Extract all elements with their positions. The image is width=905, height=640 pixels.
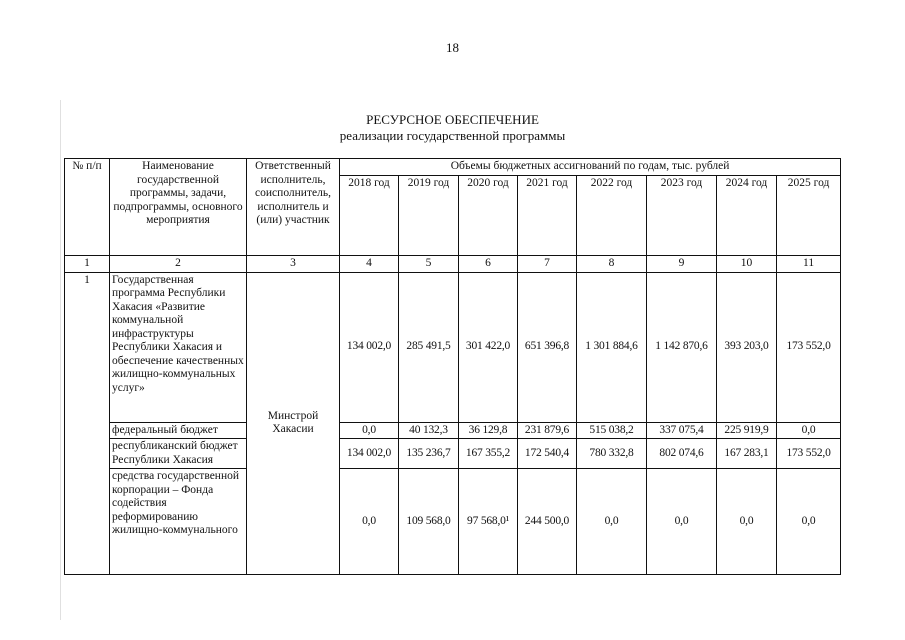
value-cell: 1 301 884,6 xyxy=(577,272,647,422)
value-cell: 0,0 xyxy=(577,469,647,575)
header-year: 2024 год xyxy=(717,176,777,256)
program-number: 1 xyxy=(65,272,110,575)
table-row xyxy=(65,272,841,422)
value-cell: 301 422,0 xyxy=(459,272,518,422)
value-cell: 0,0 xyxy=(340,422,399,439)
value-cell: 167 355,2 xyxy=(459,439,518,469)
column-number: 8 xyxy=(577,256,647,273)
column-number: 3 xyxy=(247,256,340,273)
value-cell: 97 568,0¹ xyxy=(459,469,518,575)
header-year: 2020 год xyxy=(459,176,518,256)
value-cell: 780 332,8 xyxy=(577,439,647,469)
header-name: Наименование государственной программы, задачи, подпрограммы, основного мероприятия xyxy=(110,159,247,256)
row-label: средства государственной корпорации – Фонда содействия реформированию жилищно-коммунального xyxy=(110,469,247,575)
row-label: Государственная программа Республики Хакасия «Развитие коммунальной инфраструктуры Республики Хакасия и обеспечение качественных жилищно-коммунальных услуг» xyxy=(110,272,247,422)
value-cell: 134 002,0 xyxy=(340,439,399,469)
value-cell: 0,0 xyxy=(777,422,841,439)
title-line-2: реализации государственной программы xyxy=(339,128,566,143)
value-cell: 134 002,0 xyxy=(340,272,399,422)
value-cell: 802 074,6 xyxy=(647,439,717,469)
title-line-1: РЕСУРСНОЕ ОБЕСПЕЧЕНИЕ xyxy=(366,112,539,127)
value-cell: 173 552,0 xyxy=(777,272,841,422)
value-cell: 167 283,1 xyxy=(717,439,777,469)
column-number: 5 xyxy=(399,256,459,273)
header-num: № п/п xyxy=(65,159,110,256)
value-cell: 231 879,6 xyxy=(518,422,577,439)
header-budget-group: Объемы бюджетных ассигнований по годам, тыс. рублей xyxy=(340,159,841,176)
header-year: 2019 год xyxy=(399,176,459,256)
column-number: 4 xyxy=(340,256,399,273)
value-cell: 285 491,5 xyxy=(399,272,459,422)
column-number: 1 xyxy=(65,256,110,273)
table-row xyxy=(65,439,841,469)
row-label: федеральный бюджет xyxy=(110,422,247,439)
column-numbers-row xyxy=(65,256,841,273)
header-executor: Ответственный исполнитель, соисполнитель, исполнитель и (или) участник xyxy=(247,159,340,256)
header-row xyxy=(65,159,841,176)
value-cell: 0,0 xyxy=(777,469,841,575)
scan-margin-line xyxy=(60,100,61,620)
column-number: 11 xyxy=(777,256,841,273)
value-cell: 135 236,7 xyxy=(399,439,459,469)
value-cell: 651 396,8 xyxy=(518,272,577,422)
value-cell: 36 129,8 xyxy=(459,422,518,439)
value-cell: 173 552,0 xyxy=(777,439,841,469)
value-cell: 393 203,0 xyxy=(717,272,777,422)
page-number: 18 xyxy=(446,40,459,55)
value-cell: 0,0 xyxy=(717,469,777,575)
column-number: 7 xyxy=(518,256,577,273)
value-cell: 515 038,2 xyxy=(577,422,647,439)
value-cell: 244 500,0 xyxy=(518,469,577,575)
column-number: 10 xyxy=(717,256,777,273)
value-cell: 40 132,3 xyxy=(399,422,459,439)
value-cell: 0,0 xyxy=(340,469,399,575)
value-cell: 337 075,4 xyxy=(647,422,717,439)
value-cell: 172 540,4 xyxy=(518,439,577,469)
value-cell: 225 919,9 xyxy=(717,422,777,439)
column-number: 2 xyxy=(110,256,247,273)
resource-table xyxy=(64,158,841,575)
column-number: 9 xyxy=(647,256,717,273)
executor-cell: Минстрой Хакасии xyxy=(247,272,340,575)
header-year: 2022 год xyxy=(577,176,647,256)
value-cell: 1 142 870,6 xyxy=(647,272,717,422)
header-year: 2018 год xyxy=(340,176,399,256)
value-cell: 0,0 xyxy=(647,469,717,575)
value-cell: 109 568,0 xyxy=(399,469,459,575)
table-row xyxy=(65,469,841,575)
column-number: 6 xyxy=(459,256,518,273)
row-label: республиканский бюджет Республики Хакасия xyxy=(110,439,247,469)
header-year: 2021 год xyxy=(518,176,577,256)
header-year: 2025 год xyxy=(777,176,841,256)
header-year: 2023 год xyxy=(647,176,717,256)
document-title xyxy=(0,112,905,144)
table-row xyxy=(65,422,841,439)
